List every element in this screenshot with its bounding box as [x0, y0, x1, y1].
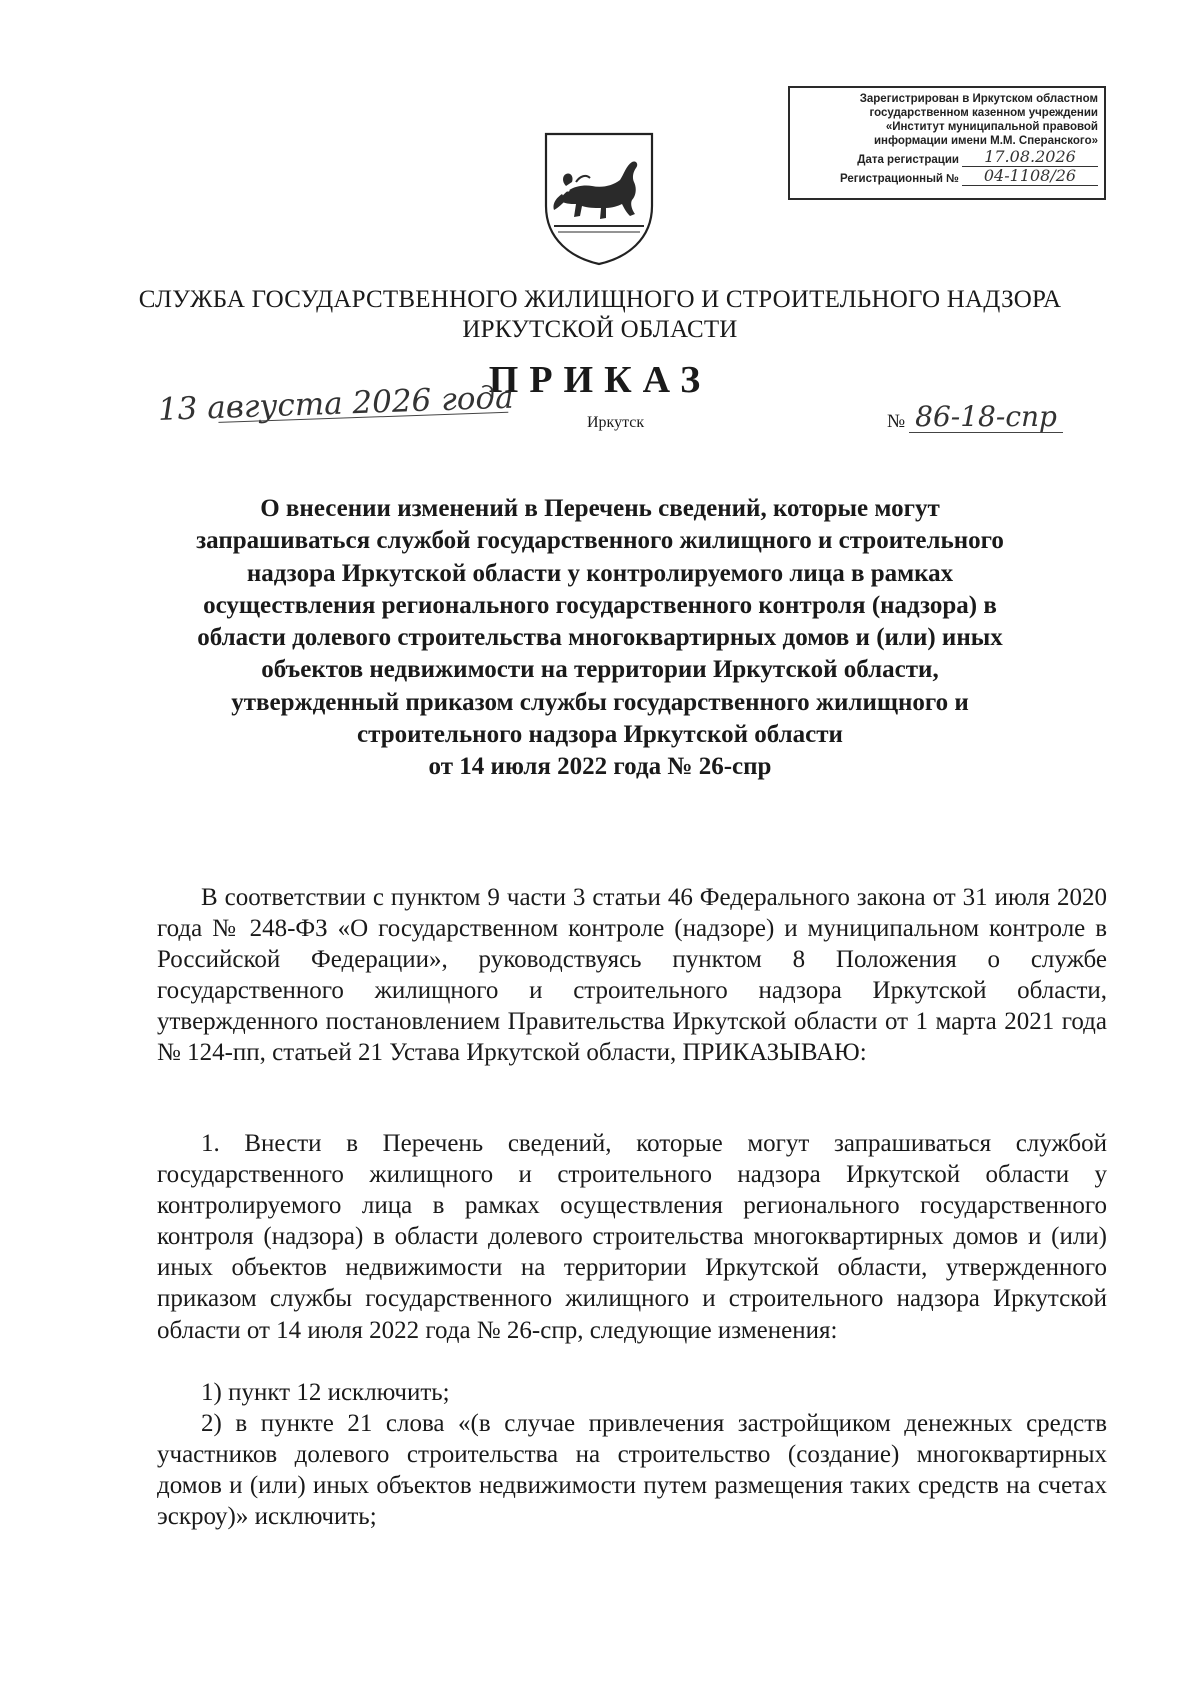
stamp-line: государственном казенном учреждении: [869, 107, 1098, 119]
subitem-1: 1) пункт 12 исключить;: [201, 1379, 450, 1406]
stamp-reg-number-row: [798, 167, 1098, 186]
preamble-paragraph: В соответствии с пунктом 9 части 3 статьи 46 Федерального закона от 31 июля 2020 года № 248-ФЗ «О государственном контроле (надзоре) и муниципальном контроле в Российской Федерации», руководствуясь пунктом 8 Положения о службе государственного жилищного и строительного надзора Иркутской области, утвержденного постановлением Правительства Иркутской области от 1 марта 2021 года № 124-пп, статьей 21 Устава Иркутской области, ПРИКАЗЫВАЮ:: [157, 884, 1107, 1067]
stamp-line: «Институт муниципальной правовой: [885, 121, 1098, 133]
stamp-reg-number-label: Регистрационный №: [839, 173, 959, 185]
handwritten-number: 86-18-спр: [909, 402, 1063, 433]
handwritten-date: 13 августа 2026 года: [157, 379, 515, 428]
heading-line: объектов недвижимости на территории Иркутской области,: [261, 656, 939, 684]
stamp-reg-date-row: [798, 148, 1098, 167]
heading-line: строительного надзора Иркутской области: [357, 721, 843, 749]
clause-1-paragraph: 1. Внести в Перечень сведений, которые могут запрашиваться службой государственного жилищного и строительного надзора Иркутской области у контролируемого лица в рамках осуществления регионального государственного контроля (надзора) в области долевого строительства многоквартирных домов и (или) иных объектов недвижимости на территории Иркутской области, утвержденного приказом службы государственного жилищного и строительного надзора Иркутской области от 14 июля 2022 года № 26-спр, следующие изменения:: [157, 1130, 1107, 1344]
city-name: Иркутск: [587, 414, 645, 431]
number-sign: №: [887, 411, 906, 432]
subitem-2: 2) в пункте 21 слова «(в случае привлечения застройщиком денежных средств участников долевого строительства на строительство (создание) многоквартирных домов и (или) иных объектов недвижимости путем размещения таких средств на счетах эскроу)» исключить;: [157, 1410, 1107, 1531]
heading-line: осуществления регионального государственного контроля (надзора) в: [203, 591, 997, 619]
stamp-line: информации имени М.М. Сперанского»: [873, 135, 1098, 147]
stamp-reg-date-value: 17.08.2026: [962, 148, 1098, 167]
heading-line: надзора Иркутской области у контролируемого лица в рамках: [246, 559, 954, 587]
organization-line: ИРКУТСКОЙ ОБЛАСТИ: [462, 316, 738, 343]
heading-line: О внесении изменений в Перечень сведений, которые могут: [260, 495, 940, 522]
order-heading: [175, 493, 1025, 784]
registration-stamp: [788, 86, 1106, 200]
heading-line: области долевого строительства многоквартирных домов и (или) иных: [197, 624, 1003, 652]
document-title: ПРИКАЗ: [488, 359, 712, 401]
stamp-reg-number-value: 04-1108/26: [962, 167, 1098, 186]
heading-line: запрашиваться службой государственного жилищного и строительного: [196, 527, 1004, 555]
irkutsk-coat-of-arms-icon: [540, 128, 658, 268]
heading-line: утвержденный приказом службы государственного жилищного и: [231, 688, 969, 716]
order-number: [887, 402, 1063, 433]
organization-line: СЛУЖБА ГОСУДАРСТВЕННОГО ЖИЛИЩНОГО И СТРОИТЕЛЬНОГО НАДЗОРА: [138, 286, 1062, 313]
organization-name: [0, 285, 1200, 345]
stamp-reg-date-label: Дата регистрации: [857, 154, 959, 166]
heading-line: от 14 июля 2022 года № 26-спр: [428, 753, 772, 781]
stamp-line: Зарегистрирован в Иркутском областном: [859, 93, 1098, 105]
